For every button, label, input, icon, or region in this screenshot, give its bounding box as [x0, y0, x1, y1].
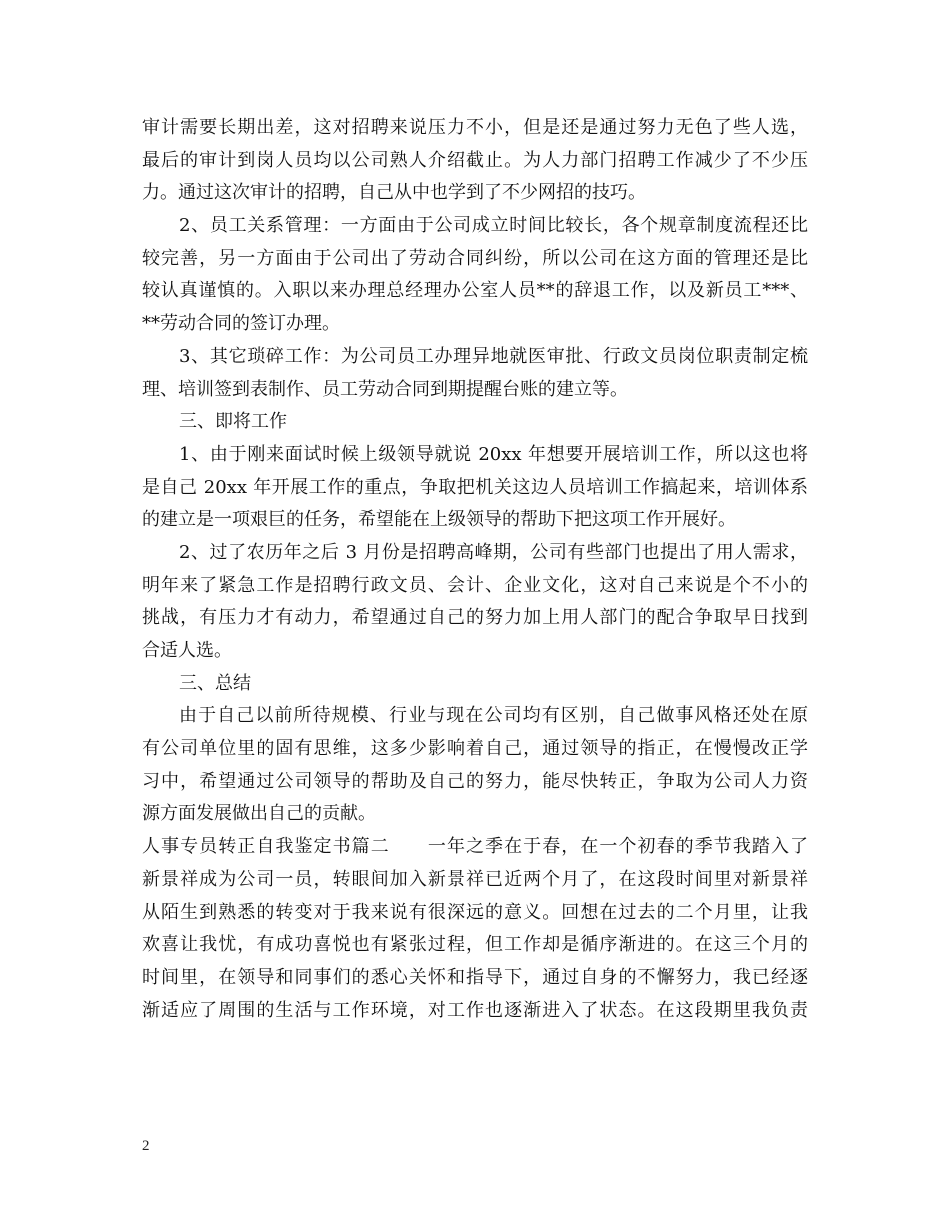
- text-line: 三、即将工作: [179, 411, 287, 433]
- text-line: 人事专员转正自我鉴定书篇二 一年之季在于春，在一个初春的季节我踏入了: [142, 836, 808, 858]
- text-line: 习中，希望通过公司领导的帮助及自己的努力，能尽快转正，争取为公司人力资: [142, 770, 808, 792]
- text-line: 3、其它琐碎工作：为公司员工办理异地就医审批、行政文员岗位职责制定梳: [179, 345, 808, 367]
- text-line: 新景祥成为公司一员，转眼间加入新景祥已近两个月了，在这段时间里对新景祥: [142, 868, 808, 890]
- text-line: 欢喜让我忧，有成功喜悦也有紧张过程，但工作却是循序渐进的。在这三个月的: [142, 934, 808, 956]
- page-number: 2: [142, 1138, 150, 1154]
- text-line: 理、培训签到表制作、员工劳动合同到期提醒台账的建立等。: [142, 378, 628, 400]
- text-line: 时间里，在领导和同事们的悉心关怀和指导下，通过自身的不懈努力，我已经逐: [142, 966, 808, 988]
- text-line: 由于自己以前所待规模、行业与现在公司均有区别，自己做事风格还处在原: [179, 705, 808, 727]
- text-line: 力。通过这次审计的招聘，自己从中也学到了不少网招的技巧。: [142, 182, 646, 204]
- text-line: **劳动合同的签订办理。: [142, 313, 340, 335]
- text-line: 较认真谨慎的。入职以来办理总经理办公室人员**的辞退工作，以及新员工***、: [142, 280, 808, 302]
- text-line: 渐适应了周围的生活与工作环境，对工作也逐渐进入了状态。在这段期里我负责: [142, 999, 808, 1021]
- text-line: 有公司单位里的固有思维，这多少影响着自己，通过领导的指正，在慢慢改正学: [142, 738, 808, 760]
- text-line: 的建立是一项艰巨的任务，希望能在上级领导的帮助下把这项工作开展好。: [142, 509, 736, 531]
- text-line: 1、由于刚来面试时候上级领导就说 20xx 年想要开展培训工作，所以这也将: [179, 443, 808, 465]
- text-line: 是自己 20xx 年开展工作的重点，争取把机关这边人员培训工作搞起来，培训体系: [142, 476, 808, 498]
- text-line: 挑战，有压力才有动力，希望通过自己的努力加上用人部门的配合争取早日找到: [142, 607, 808, 629]
- text-line: 审计需要长期出差，这对招聘来说压力不小，但是还是通过努力无色了些人选，: [142, 117, 808, 138]
- text-line: 明年来了紧急工作是招聘行政文员、会计、企业文化，这对自己来说是个不小的: [142, 574, 808, 596]
- text-line: 较完善，另一方面由于公司出了劳动合同纠纷，所以公司在这方面的管理还是比: [142, 247, 808, 269]
- text-line: 2、过了农历年之后 3 月份是招聘高峰期，公司有些部门也提出了用人需求，: [179, 541, 808, 563]
- body-text: [142, 112, 808, 1027]
- text-line: 最后的审计到岗人员均以公司熟人介绍截止。为人力部门招聘工作减少了不少压: [142, 149, 808, 171]
- text-line: 三、总结: [179, 672, 251, 694]
- text-line: 合适人选。: [142, 640, 232, 661]
- text-line: 从陌生到熟悉的转变对于我来说有很深远的意义。回想在过去的二个月里，让我: [142, 901, 808, 923]
- text-line: 源方面发展做出自己的贡献。: [142, 803, 376, 825]
- text-line: 2、员工关系管理：一方面由于公司成立时间比较长，各个规章制度流程还比: [179, 215, 808, 237]
